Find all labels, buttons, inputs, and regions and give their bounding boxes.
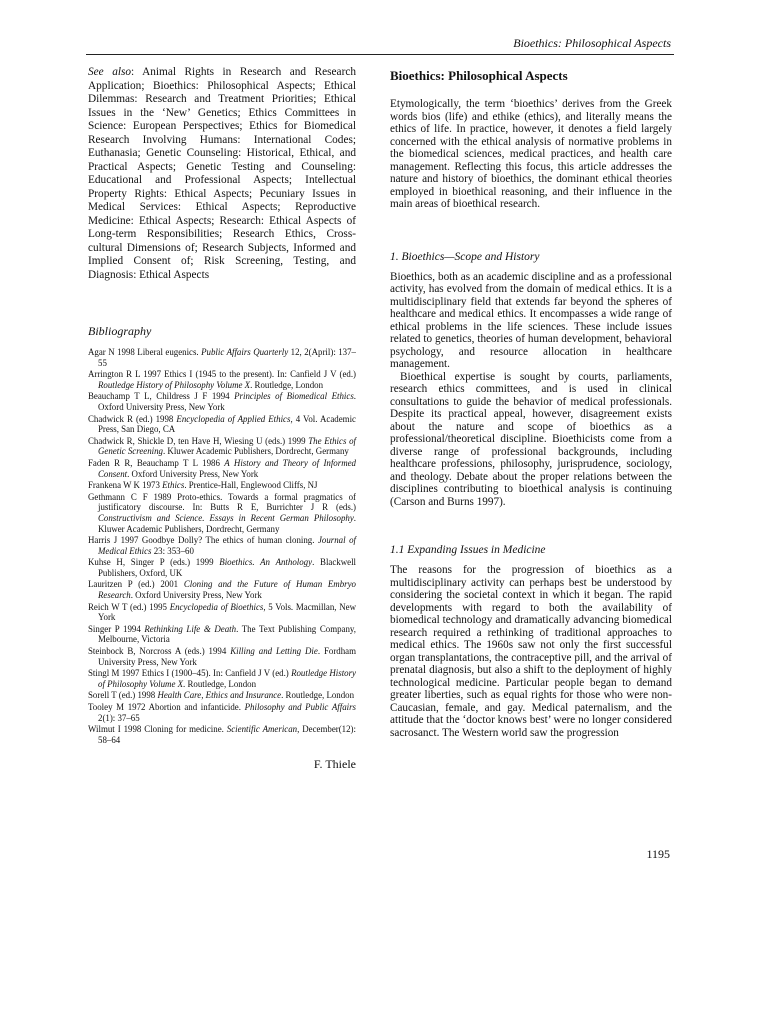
author-signature: F. Thiele (313, 757, 356, 772)
reference-title: Ethics (162, 480, 185, 491)
reference-item (88, 624, 356, 645)
section-1-1-paragraph-1: The reasons for the progression of bioethics as a multidisciplinary activity can perhaps best be understood by considering the societal context in which it began. The rapid developments with regard to both the availability of biomedical technology and dramatically advancing biomedical research required a rethinking of traditional approaches to medical ethics. The 1960s saw not only the first successful organ transplantations, the contraceptive pill, and the arrival of prenatal diagnosis, but also a shift to the deployment of highly technological medicine. Particular people began to demand greater liberties, such as equal rights for those who were non-Caucasian, female, and gay. Medical paternalism, and the attitude that the ‘doctor knows best’ were no longer considered sacrosanct. The Western world saw the progression (390, 564, 672, 739)
reference-item (88, 557, 356, 578)
reference-title: Public Affairs Quarterly (201, 347, 289, 357)
reference-text: , 4 Vol. Academic Press, San Diego, CA (98, 413, 356, 435)
reference-title: The Ethics of Genetic Screening (98, 435, 356, 457)
reference-text: . Routledge, London (281, 690, 355, 701)
intro-paragraph: Etymologically, the term ‘bioethics’ derives from the Greek words bios (life) and ethike (ethics), and literally means the ethics of life. In practice, however, it denotes a field largely concerned with the ethical analysis of normative problems in the biomedical sciences, medical practices, and health care management. Reflecting this focus, this article addresses the nature and history of bioethics, the dominant ethical theories employed in bioethical reasoning, and their influence in the main areas of bioethical research. (390, 98, 672, 210)
reference-title: A History and Theory of Informed Consent (98, 457, 356, 479)
reference-item (88, 702, 356, 723)
see-also-label: See also (88, 66, 132, 78)
reference-item (88, 480, 356, 491)
reference-text: Chadwick R, Shickle D, ten Have H, Wiesing U (eds.) 1999 (88, 435, 309, 446)
header-rule (86, 54, 674, 55)
reference-item (88, 458, 356, 479)
reference-text: , December(12): 58–64 (98, 724, 356, 745)
reference-item (88, 690, 356, 701)
reference-text: Sorell T (ed.) 1998 (88, 690, 158, 701)
reference-text: . Fordham University Press, New York (98, 646, 356, 667)
reference-text: Kuhse H, Singer P (eds.) 1999 (88, 557, 220, 568)
reference-item (88, 646, 356, 667)
reference-title: Philosophy and Public Affairs (244, 702, 356, 712)
reference-text: Faden R R, Beauchamp T L 1986 (88, 457, 225, 468)
reference-text: Frankena W K 1973 (88, 480, 163, 491)
reference-text: Singer P 1994 (88, 623, 145, 634)
reference-text: Steinbock B, Norcross A (eds.) 1994 (88, 646, 231, 657)
reference-item (88, 436, 356, 457)
reference-item (88, 369, 356, 390)
article-title: Bioethics: Philosophical Aspects (390, 68, 568, 83)
reference-text: . Prentice-Hall, Englewood Cliffs, NJ (184, 480, 318, 491)
reference-title: Routledge History of Philosophy Volume X (98, 668, 356, 689)
reference-title: Killing and Letting Die (230, 646, 318, 657)
reference-item (88, 347, 356, 368)
section-1-heading: 1. Bioethics—Scope and History (390, 250, 540, 263)
reference-text: . Oxford University Press, New York (130, 590, 262, 601)
reference-title: Encyclopedia of Bioethics (169, 601, 264, 612)
reference-text: Stingl M 1997 Ethics I (1900–45). In: Canfield J V (ed.) (88, 668, 292, 679)
reference-text: Gethmann C F 1989 Proto-ethics. Towards a formal pragmatics of justificatory discourse. In: Butts R E, Burrichter J R (eds.) (88, 491, 356, 513)
see-also-list: : Animal Rights in Research and Research Application; Bioethics: Philosophical Aspects; Ethical Dilemmas: Research and Treatment Priorities; Ethical Issues in the ‘New’ Genetics; Ethics Committees in Science: European Perspectives; Ethics for Biomedical Research Involving Humans: International Codes; Euthanasia; Genetic Counseling: Historical, Ethical, and Practical Aspects; Genetic Testing and Counseling: Educational and Professional Aspects; Intellectual Property Rights: Ethical Aspects; Pecuniary Issues in Medical Services: Ethical Aspects; Reproductive Medicine: Ethical Aspects; Research: Ethical Aspects of Long-term Responsibilities; Research Ethics, Cross-cultural Dimensions of; Research Subjects, Informed and Implied Consent of; Risk Screening, Testing, and Diagnosis: Ethical Aspects (88, 66, 356, 281)
reference-text: . Blackwell Publishers, Oxford, UK (98, 557, 357, 578)
reference-title: Bioethics. An Anthology (219, 557, 313, 568)
reference-text: Arrington R L 1997 Ethics I (1945 to the present). In: Canfield J V (ed.) (88, 369, 356, 380)
reference-text: . Routledge, London (250, 379, 324, 390)
reference-text: Harris J 1997 Goodbye Dolly? The ethics of human cloning. (88, 535, 318, 546)
section-1-paragraph-1: Bioethics, both as an academic discipline and as a professional activity, has evolved from the domain of medical ethics. It is a multidisciplinary field that extends far beyond the spheres of healthcare and medical ethics. It encompasses a wide range of ethical problems in the life sciences. These include issues related to genetics, theories of human development, behavioral psychology, and resource allocation in healthcare management. (390, 270, 672, 370)
reference-text: 12, 2(April): 137–55 (98, 347, 356, 368)
reference-item (88, 414, 356, 435)
reference-item (88, 668, 356, 689)
see-also-paragraph (88, 66, 356, 282)
reference-title: Principles of Biomedical Ethics (234, 391, 354, 402)
reference-title: Journal of Medical Ethics (98, 535, 356, 556)
section-1-paragraph-2: Bioethical expertise is sought by courts, parliaments, research ethics committees, and is used in clinical consultations to guide the behavior of medical professionals. Despite its practical appeal, however, disagreement exists about the nature and scope of bioethics as a professional/theoretical discipline. Bioethicists come from a diverse range of professional backgrounds, including healthcare professions, philosophy, jurisprudence, sociology, and theology. Debate about the proper relations between the disciplines contributing to bioethical analysis is continuing (Carson and Burns 1997). (390, 370, 672, 508)
reference-title: Encyclopedia of Applied Ethics (176, 413, 291, 424)
reference-title: Constructivism and Science. Essays in Recent German Philosophy (98, 512, 354, 523)
reference-text: Lauritzen P (ed.) 2001 (88, 579, 184, 590)
bibliography-list (88, 347, 356, 745)
reference-text: . Oxford University Press, New York (98, 391, 356, 412)
reference-text: 23: 353–60 (151, 545, 194, 556)
reference-text: Chadwick R (ed.) 1998 (88, 413, 177, 424)
section-1-1-heading: 1.1 Expanding Issues in Medicine (390, 544, 546, 556)
reference-text: Reich W T (ed.) 1995 (88, 601, 170, 612)
right-column (390, 68, 672, 739)
reference-title: Rethinking Life & Death (144, 623, 237, 634)
reference-text: Agar N 1998 Liberal eugenics. (88, 347, 202, 357)
reference-text: Beauchamp T L, Childress J F 1994 (88, 391, 235, 402)
reference-text: . The Text Publishing Company, Melbourne, Victoria (98, 623, 357, 645)
reference-title: Health Care, Ethics and Insurance (157, 690, 282, 701)
page-number: 1195 (646, 847, 670, 861)
reference-text: , 5 Vols. Macmillan, New York (98, 601, 356, 623)
reference-title: Scientific American (226, 724, 298, 735)
reference-text: . Oxford University Press, New York (127, 468, 259, 479)
reference-text: 2(1): 37–65 (98, 712, 140, 723)
reference-item (88, 579, 356, 600)
left-column (88, 66, 356, 772)
reference-item (88, 492, 356, 534)
reference-title: Cloning and the Future of Human Embryo Research (98, 579, 356, 601)
reference-text: . Kluwer Academic Publishers, Dordrecht, Germany (98, 512, 356, 534)
reference-title: Routledge History of Philosophy Volume X (98, 379, 251, 390)
reference-text: . Routledge, London (183, 678, 257, 689)
reference-text: Tooley M 1972 Abortion and infanticide. (88, 702, 245, 712)
reference-text: Wilmut I 1998 Cloning for medicine. (88, 724, 227, 735)
reference-text: . Kluwer Academic Publishers, Dordrecht, Germany (162, 446, 349, 457)
reference-item (88, 391, 356, 412)
reference-item (88, 602, 356, 623)
running-head: Bioethics: Philosophical Aspects (513, 36, 671, 50)
reference-item (88, 724, 356, 745)
bibliography-heading: Bibliography (88, 324, 152, 338)
reference-item (88, 535, 356, 556)
